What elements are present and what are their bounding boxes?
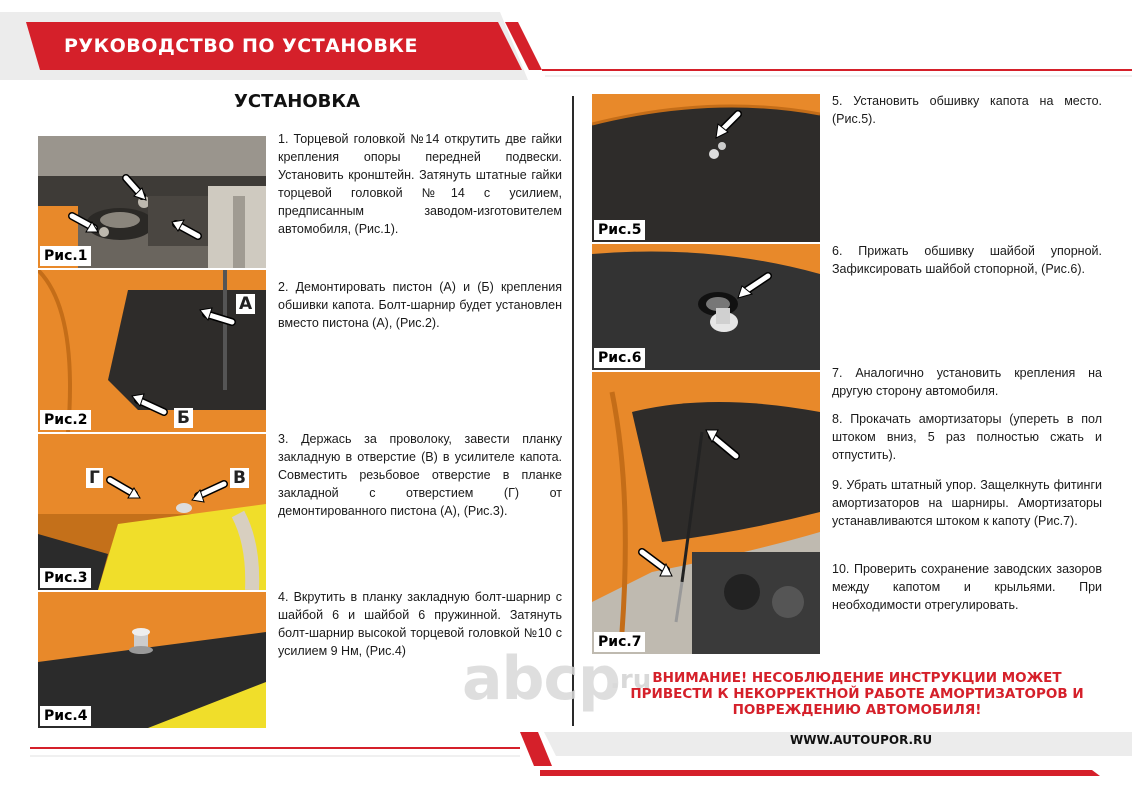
step-9: 9. Убрать штатный упор. Защелкнуть фитинги амортизаторов на шарниры. Амортизаторы устанавливаются штоком к капоту (Рис.7). [832,478,1102,528]
step-1: 1. Торцевой головкой №14 открутить две гайки крепления опоры передней подвески. Установить кронштейн. Затянуть штатные гайки торцевой головкой №14 с усилием, предписанным заводом-изготовителем автомобиля, (Рис.1). [278,132,562,236]
section-title: УСТАНОВКА [234,91,361,112]
photo-fig5 [592,94,820,242]
photo-letter-a: А [236,294,255,314]
step-3: 3. Держась за проволоку, завести планку закладную в отверстие (В) в усилителе капота. Совместить резьбовое отверстие в планке закладной с отверстием (Г) от демонтированного пистона (А), (Рис.3). [278,432,562,518]
step-6: 6. Прижать обшивку шайбой упорной. Зафиксировать шайбой стопорной, (Рис.6). [832,244,1102,276]
fig1-label: Рис.1 [40,246,91,266]
step-2: 2. Демонтировать пистон (А) и (Б) крепления обшивки капота. Болт-шарнир будет установлен вместо пистона (А), (Рис.2). [278,280,562,330]
fig4-label: Рис.4 [40,706,91,726]
step-7: 7. Аналогично установить крепления на другую сторону автомобиля. [832,366,1102,398]
photo-letter-g: Г [86,468,103,488]
fig6-label: Рис.6 [594,348,645,368]
photo-fig4 [38,592,266,728]
fig3-label: Рис.3 [40,568,91,588]
fig5-label: Рис.5 [594,220,645,240]
footer-url: WWW.AUTOUPOR.RU [790,733,933,747]
photo-letter-b: Б [174,408,193,428]
photo-fig3 [38,434,266,590]
step-10: 10. Проверить сохранение заводских зазоров между капотом и крыльями. При необходимости отрегулировать. [832,562,1102,612]
footer-banner [0,726,1132,786]
photo-fig6 [592,244,820,370]
fig7-label: Рис.7 [594,632,645,652]
photo-letter-v: В [230,468,249,488]
watermark-suffix: .ru [610,665,652,695]
photo-fig1 [38,136,266,268]
fig2-label: Рис.2 [40,410,91,430]
column-divider [572,96,574,726]
step-8: 8. Прокачать амортизаторы (упереть в пол штоком вниз, 5 раз полностью сжать и отпустить). [832,412,1102,462]
photo-fig7 [592,372,820,654]
header-title: РУКОВОДСТВО ПО УСТАНОВКЕ [64,35,418,57]
warning-text: ВНИМАНИЕ! НЕСОБЛЮДЕНИЕ ИНСТРУКЦИИ МОЖЕТ ПРИВЕСТИ К НЕКОРРЕКТНОЙ РАБОТЕ АМОРТИЗАТОРОВ И ПОВРЕЖДЕНИЮ АВТОМОБИЛЯ! [630,670,1084,718]
step-4: 4. Вкрутить в планку закладную болт-шарнир с шайбой 6 и шайбой 6 пружинной. Затянуть болт-шарнир высокой торцевой головкой №10 с усилием 9 Нм, (Рис.4) [278,590,562,658]
step-5: 5. Установить обшивку капота на место. (Рис.5). [832,94,1102,126]
photo-fig2 [38,270,266,432]
watermark-logo: abcp [462,644,620,714]
